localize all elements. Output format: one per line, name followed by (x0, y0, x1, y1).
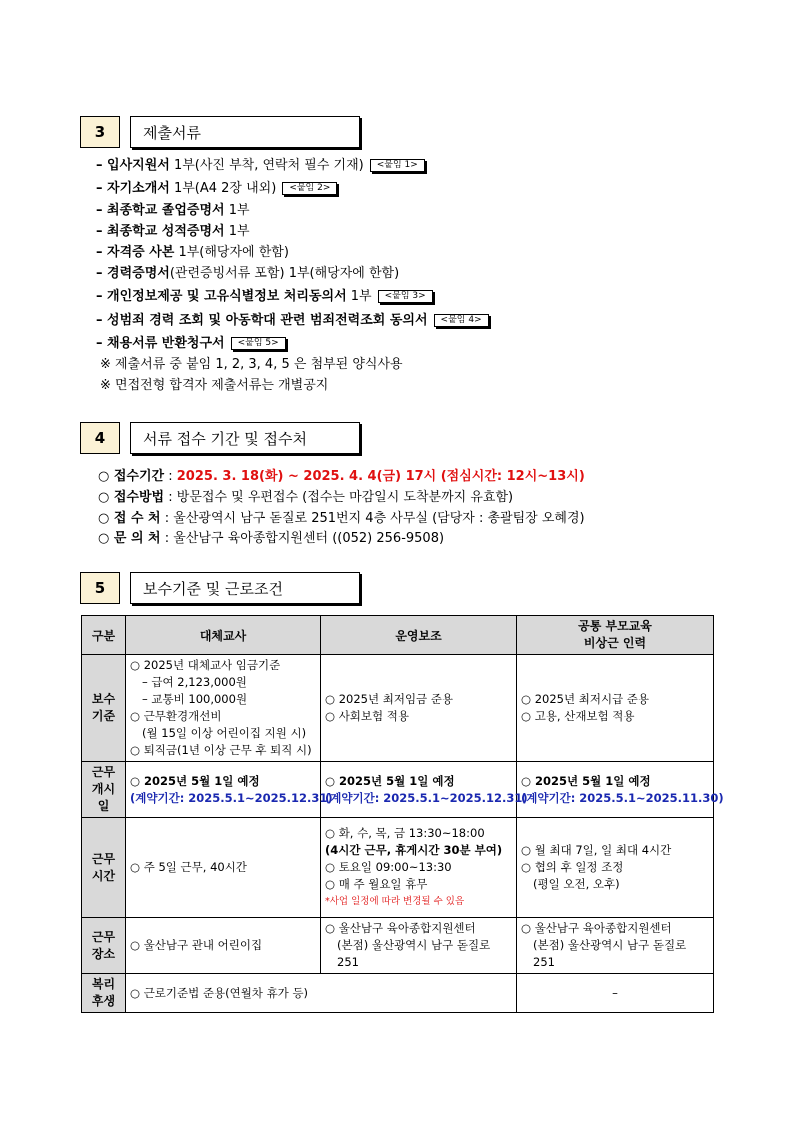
section-title: 보수기준 및 근로조건 (130, 572, 360, 604)
table-cell: ○ 2025년 최저임금 준용 ○ 사회보험 적용 (321, 655, 517, 762)
header-substitute-teacher: 대체교사 (126, 616, 321, 655)
receipt-place: ○ 접 수 처 : 울산광역시 남구 돋질로 251번지 4층 사무실 (담당자 : 총괄팀장 오혜경) (98, 511, 585, 526)
table-cell: ○ 2025년 5월 1일 예정 (계약기간: 2025.5.1~2025.11.30) (517, 762, 714, 818)
header-category: 구분 (82, 616, 126, 655)
table-cell: – (517, 974, 714, 1013)
table-cell: ○ 월 최대 7일, 일 최대 4시간 ○ 협의 후 일정 조정 (평일 오전, 오후) (517, 818, 714, 918)
table-row (82, 974, 714, 1013)
header-operation-assistant: 운영보조 (321, 616, 517, 655)
inquiry: ○ 문 의 처 : 울산남구 육아종합지원센터 ((052) 256-9508) (98, 531, 445, 546)
table-cell: ○ 근로기준법 준용(연월차 휴가 등) (126, 974, 517, 1013)
table-row (82, 818, 714, 918)
table-cell: ○ 2025년 5월 1일 예정 (계약기간: 2025.5.1~2025.12.31) (321, 762, 517, 818)
doc-item: – 성범죄 경력 조회 및 아동학대 관련 범죄전력조회 동의서 <붙임 4> (96, 312, 489, 330)
table-cell: ○ 2025년 최저시급 준용 ○ 고용, 산재보험 적용 (517, 655, 714, 762)
attachment-tag: <붙임 1> (370, 159, 425, 172)
attachment-tag: <붙임 4> (434, 314, 489, 327)
row-label: 근무 장소 (82, 918, 126, 974)
table-row (82, 762, 714, 818)
row-label: 근무 시간 (82, 818, 126, 918)
doc-item: – 개인정보제공 및 고유식별정보 처리동의서 1부 <붙임 3> (96, 288, 433, 306)
row-label: 보수 기준 (82, 655, 126, 762)
table-cell: ○ 울산남구 육아종합지원센터 (본점) 울산광역시 남구 돋질로 251 (321, 918, 517, 974)
attachment-tag: <붙임 3> (378, 290, 433, 303)
row-label: 복리 후생 (82, 974, 126, 1013)
doc-item: – 자기소개서 1부(A4 2장 내외) <붙임 2> (96, 180, 337, 198)
doc-note: ※ 제출서류 중 붙임 1, 2, 3, 4, 5 은 첨부된 양식사용 (100, 357, 403, 372)
table-cell: ○ 울산남구 관내 어린이집 (126, 918, 321, 974)
doc-note: ※ 면접전형 합격자 제출서류는 개별공지 (100, 378, 329, 393)
attachment-tag: <붙임 5> (231, 337, 286, 350)
table-row (82, 655, 714, 762)
section-title: 서류 접수 기간 및 접수처 (130, 422, 360, 454)
section-number: 4 (80, 422, 120, 454)
attachment-tag: <붙임 2> (282, 182, 337, 195)
receipt-period: ○ 접수기간 : 2025. 3. 18(화) ~ 2025. 4. 4(금) 17시 (점심시간: 12시~13시) (98, 469, 585, 484)
doc-item: – 경력증명서(관련증빙서류 포함) 1부(해당자에 한함) (96, 266, 400, 281)
table-header-row (82, 616, 714, 655)
table-cell: ○ 2025년 대체교사 임금기준 – 급여 2,123,000원 – 교통비 100,000원 ○ 근무환경개선비 (월 15일 이상 어린이집 지원 시) ○ 퇴직금(1년 이상 근무 후 퇴직 시) (126, 655, 321, 762)
table-cell: ○ 울산남구 육아종합지원센터 (본점) 울산광역시 남구 돋질로 251 (517, 918, 714, 974)
doc-item: – 자격증 사본 1부(해당자에 한함) (96, 245, 289, 260)
row-label: 근무 개시 일 (82, 762, 126, 818)
table-cell: ○ 주 5일 근무, 40시간 (126, 818, 321, 918)
table-cell: ○ 2025년 5월 1일 예정 (계약기간: 2025.5.1~2025.12.31) (126, 762, 321, 818)
table-cell: ○ 화, 수, 목, 금 13:30~18:00 (4시간 근무, 휴게시간 30분 부여) ○ 토요일 09:00~13:30 ○ 매 주 월요일 휴무 *사업 일정에 따라 변경될 수 있음 (321, 818, 517, 918)
header-part-time: 공통 부모교육 비상근 인력 (517, 616, 714, 655)
doc-item: – 최종학교 성적증명서 1부 (96, 224, 250, 239)
doc-item: – 입사지원서 1부(사진 부착, 연락처 필수 기재) <붙임 1> (96, 157, 425, 175)
doc-item: – 최종학교 졸업증명서 1부 (96, 203, 250, 218)
section-title: 제출서류 (130, 116, 360, 148)
section-number: 5 (80, 572, 120, 604)
receipt-method: ○ 접수방법 : 방문접수 및 우편접수 (접수는 마감일시 도착분까지 유효함) (98, 490, 514, 505)
section-number: 3 (80, 116, 120, 148)
doc-item: – 채용서류 반환청구서 <붙임 5> (96, 335, 286, 353)
table-row (82, 918, 714, 974)
conditions-table (81, 615, 724, 1013)
